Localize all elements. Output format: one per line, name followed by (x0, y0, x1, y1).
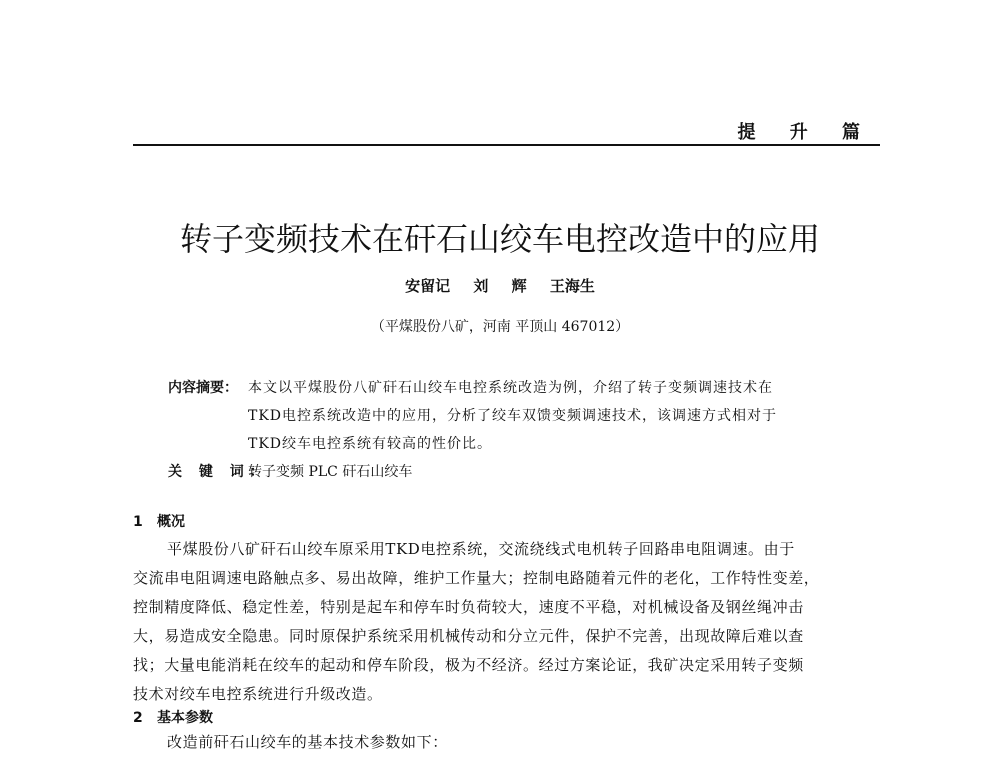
keywords-label: 关 键 词： (168, 464, 270, 480)
abstract-line: TKD绞车电控系统有较高的性价比。 (248, 436, 493, 452)
section-number: 1 (133, 514, 143, 530)
section-title: 基本参数 (157, 710, 213, 726)
section-title: 概况 (157, 514, 185, 530)
article-authors: 安留记 刘 辉 王海生 (405, 277, 595, 295)
abstract-row (168, 374, 880, 458)
paragraph-line: 改造前矸石山绞车的基本技术参数如下： (167, 733, 448, 751)
abstract-line: 本文以平煤股份八矿矸石山绞车电控系统改造为例，介绍了转子变频调速技术在 (248, 380, 773, 396)
paragraph-line: 找；大量电能消耗在绞车的起动和停车阶段，极为不经济。经过方案论证，我矿决定采用转子变频 (133, 656, 804, 674)
section-number: 2 (133, 710, 143, 726)
paragraph-line: 控制精度降低、稳定性差，特别是起车和停车时负荷较大，速度不平稳，对机械设备及钢丝绳冲击 (133, 598, 804, 616)
abstract-text (248, 374, 880, 458)
section-body (133, 535, 880, 709)
section-label: 提 升 篇 (737, 122, 874, 143)
paragraph-line: 交流串电阻调速电路触点多、易出故障，维护工作量大；控制电路随着元件的老化，工作特性变差， (133, 569, 820, 587)
abstract-label: 内容摘要： (168, 380, 238, 396)
section-body (133, 728, 880, 757)
section-heading (133, 707, 213, 727)
article-title: 转子变频技术在矸石山绞车电控改造中的应用 (179, 220, 820, 258)
paragraph-line: 平煤股份八矿矸石山绞车原采用TKD电控系统，交流绕线式电机转子回路串电阻调速。由于 (167, 540, 795, 558)
section-heading (133, 511, 185, 531)
keywords-text: 转子变频 PLC 矸石山绞车 (248, 464, 413, 480)
abstract-line: TKD电控系统改造中的应用，分析了绞车双馈变频调速技术，该调速方式相对于 (248, 408, 778, 424)
keywords-row (168, 458, 880, 486)
abstract-block (168, 374, 880, 486)
article-affiliation: （平煤股份八矿，河南 平顶山 467012） (370, 319, 630, 335)
paragraph-line: 技术对绞车电控系统进行升级改造。 (133, 685, 383, 703)
paragraph-line: 大，易造成安全隐患。同时原保护系统采用机械传动和分立元件，保护不完善，出现故障后难以查 (133, 627, 804, 645)
header-rule (133, 144, 880, 146)
